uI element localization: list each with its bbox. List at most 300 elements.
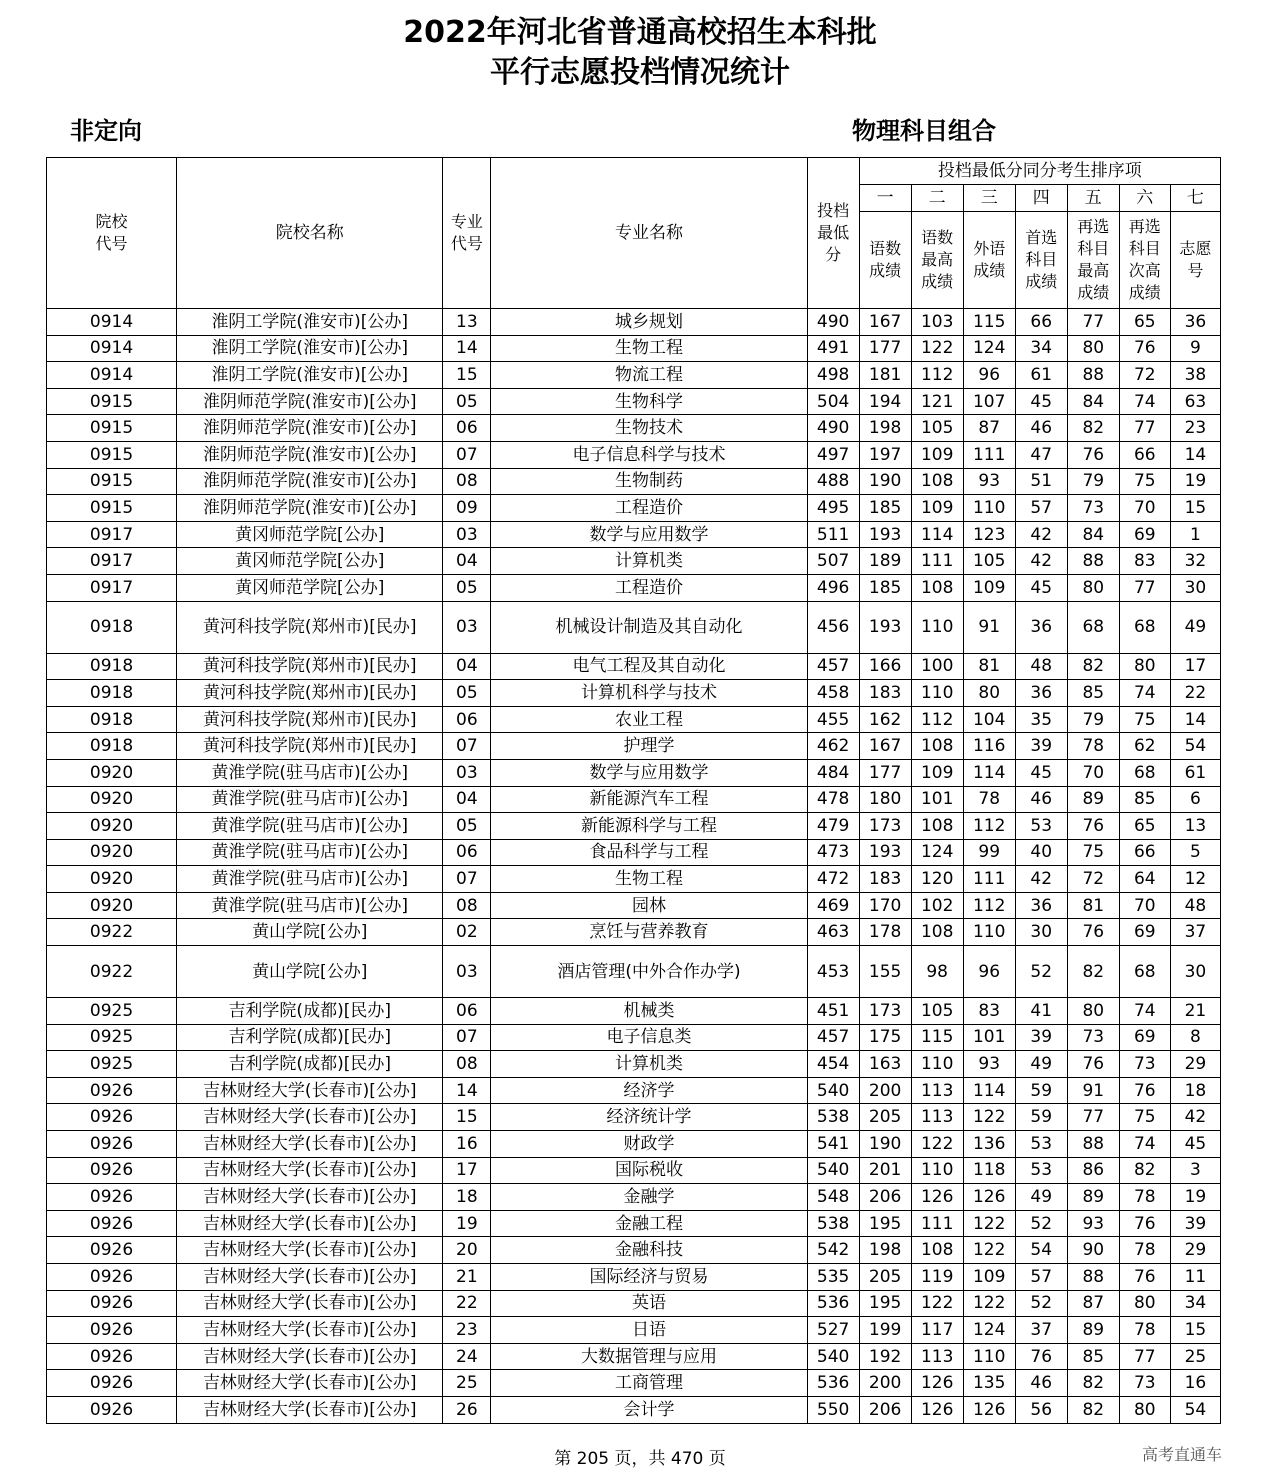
cell-min-score: 504 xyxy=(807,388,859,415)
cell-major-name: 城乡规划 xyxy=(491,309,807,336)
cell-major-code: 19 xyxy=(443,1210,491,1237)
cell-foreign-lang-score: 109 xyxy=(963,574,1015,601)
cell-school-code: 0915 xyxy=(47,468,177,495)
cell-major-name: 金融学 xyxy=(491,1184,807,1211)
cell-first-subject-score: 45 xyxy=(1015,574,1067,601)
cell-major-code: 03 xyxy=(443,521,491,548)
cell-foreign-lang-score: 126 xyxy=(963,1396,1015,1423)
cell-school-code: 0918 xyxy=(47,680,177,707)
cell-elective-second-score: 65 xyxy=(1119,813,1170,840)
cell-school-code: 0918 xyxy=(47,653,177,680)
cell-first-subject-score: 59 xyxy=(1015,1104,1067,1131)
cell-min-score: 462 xyxy=(807,733,859,760)
cell-chinese-math-score: 180 xyxy=(859,786,911,813)
table-row xyxy=(47,1157,1221,1184)
cell-major-name: 新能源汽车工程 xyxy=(491,786,807,813)
table-row xyxy=(47,998,1221,1025)
cell-min-score: 538 xyxy=(807,1210,859,1237)
table-row xyxy=(47,495,1221,522)
cell-school-code: 0926 xyxy=(47,1104,177,1131)
cell-first-subject-score: 48 xyxy=(1015,653,1067,680)
cell-first-subject-score: 39 xyxy=(1015,1024,1067,1051)
cell-elective-second-score: 69 xyxy=(1119,521,1170,548)
table-row xyxy=(47,548,1221,575)
cell-major-code: 05 xyxy=(443,574,491,601)
cell-min-score: 550 xyxy=(807,1396,859,1423)
cell-school-code: 0926 xyxy=(47,1370,177,1397)
cell-major-code: 03 xyxy=(443,601,491,653)
cell-school-code: 0926 xyxy=(47,1210,177,1237)
cell-first-subject-score: 42 xyxy=(1015,548,1067,575)
cell-major-name: 会计学 xyxy=(491,1396,807,1423)
cell-preference-number: 5 xyxy=(1170,839,1220,866)
cell-chinese-math-score: 181 xyxy=(859,362,911,389)
cell-elective-max-score: 88 xyxy=(1067,1131,1119,1158)
cell-major-name: 国际税收 xyxy=(491,1157,807,1184)
cell-school-code: 0918 xyxy=(47,601,177,653)
cell-foreign-lang-score: 124 xyxy=(963,1317,1015,1344)
cell-elective-second-score: 65 xyxy=(1119,309,1170,336)
cell-major-code: 06 xyxy=(443,839,491,866)
cell-foreign-lang-score: 81 xyxy=(963,653,1015,680)
cell-major-name: 财政学 xyxy=(491,1131,807,1158)
cell-chinese-math-score: 206 xyxy=(859,1184,911,1211)
cell-major-code: 15 xyxy=(443,1104,491,1131)
cell-elective-second-score: 76 xyxy=(1119,335,1170,362)
cell-foreign-lang-score: 112 xyxy=(963,813,1015,840)
cell-elective-second-score: 69 xyxy=(1119,1024,1170,1051)
cell-chinese-math-score: 194 xyxy=(859,388,911,415)
cell-major-code: 07 xyxy=(443,1024,491,1051)
cell-major-code: 22 xyxy=(443,1290,491,1317)
cell-foreign-lang-score: 115 xyxy=(963,309,1015,336)
cell-chinese-math-score: 192 xyxy=(859,1343,911,1370)
cell-school-name: 黄河科技学院(郑州市)[民办] xyxy=(177,706,443,733)
cell-chinese-math-score: 201 xyxy=(859,1157,911,1184)
cell-elective-max-score: 81 xyxy=(1067,892,1119,919)
cell-major-code: 26 xyxy=(443,1396,491,1423)
cell-school-code: 0926 xyxy=(47,1131,177,1158)
cell-school-name: 黄淮学院(驻马店市)[公办] xyxy=(177,813,443,840)
cell-min-score: 491 xyxy=(807,335,859,362)
cell-foreign-lang-score: 91 xyxy=(963,601,1015,653)
page-title: 2022年河北省普通高校招生本科批 xyxy=(403,15,877,50)
cell-first-subject-score: 76 xyxy=(1015,1343,1067,1370)
table-row xyxy=(47,786,1221,813)
cell-foreign-lang-score: 124 xyxy=(963,335,1015,362)
cell-foreign-lang-score: 118 xyxy=(963,1157,1015,1184)
cell-school-name: 吉林财经大学(长春市)[公办] xyxy=(177,1370,443,1397)
cell-chinese-math-max: 112 xyxy=(911,706,963,733)
cell-first-subject-score: 39 xyxy=(1015,733,1067,760)
cell-preference-number: 19 xyxy=(1170,468,1220,495)
cell-chinese-math-max: 100 xyxy=(911,653,963,680)
cell-min-score: 453 xyxy=(807,946,859,998)
cell-first-subject-score: 49 xyxy=(1015,1184,1067,1211)
header-tiebreak-group: 投档最低分同分考生排序项 xyxy=(859,158,1220,185)
cell-school-name: 黄河科技学院(郑州市)[民办] xyxy=(177,653,443,680)
cell-min-score: 490 xyxy=(807,309,859,336)
cell-min-score: 473 xyxy=(807,839,859,866)
cell-first-subject-score: 36 xyxy=(1015,601,1067,653)
cell-chinese-math-max: 108 xyxy=(911,733,963,760)
cell-preference-number: 23 xyxy=(1170,415,1220,442)
cell-chinese-math-max: 101 xyxy=(911,786,963,813)
cell-elective-second-score: 85 xyxy=(1119,786,1170,813)
cell-chinese-math-max: 113 xyxy=(911,1104,963,1131)
cell-school-name: 吉林财经大学(长春市)[公办] xyxy=(177,1290,443,1317)
cell-min-score: 507 xyxy=(807,548,859,575)
cell-school-code: 0926 xyxy=(47,1290,177,1317)
cell-elective-second-score: 80 xyxy=(1119,653,1170,680)
cell-min-score: 479 xyxy=(807,813,859,840)
cell-preference-number: 29 xyxy=(1170,1051,1220,1078)
cell-school-name: 淮阴师范学院(淮安市)[公办] xyxy=(177,441,443,468)
cell-preference-number: 54 xyxy=(1170,733,1220,760)
cell-school-code: 0926 xyxy=(47,1343,177,1370)
table-row xyxy=(47,1370,1221,1397)
cell-school-code: 0926 xyxy=(47,1317,177,1344)
cell-chinese-math-score: 178 xyxy=(859,919,911,946)
watermark: 高考直通车 xyxy=(1142,1445,1223,1464)
cell-foreign-lang-score: 110 xyxy=(963,1343,1015,1370)
header-sort-item-1: 语数成绩 xyxy=(859,212,911,309)
cell-school-name: 黄淮学院(驻马店市)[公办] xyxy=(177,866,443,893)
table-row xyxy=(47,733,1221,760)
cell-school-name: 黄淮学院(驻马店市)[公办] xyxy=(177,892,443,919)
cell-school-code: 0918 xyxy=(47,733,177,760)
cell-min-score: 538 xyxy=(807,1104,859,1131)
cell-elective-max-score: 85 xyxy=(1067,1343,1119,1370)
table-row xyxy=(47,468,1221,495)
cell-major-name: 数学与应用数学 xyxy=(491,759,807,786)
cell-foreign-lang-score: 96 xyxy=(963,362,1015,389)
table-row xyxy=(47,1264,1221,1291)
cell-major-code: 04 xyxy=(443,548,491,575)
cell-elective-max-score: 76 xyxy=(1067,1051,1119,1078)
cell-school-name: 吉林财经大学(长春市)[公办] xyxy=(177,1131,443,1158)
cell-major-code: 18 xyxy=(443,1184,491,1211)
cell-first-subject-score: 46 xyxy=(1015,1370,1067,1397)
table-row xyxy=(47,441,1221,468)
cell-elective-max-score: 88 xyxy=(1067,1264,1119,1291)
cell-first-subject-score: 42 xyxy=(1015,521,1067,548)
cell-first-subject-score: 52 xyxy=(1015,946,1067,998)
cell-major-code: 06 xyxy=(443,706,491,733)
cell-major-name: 英语 xyxy=(491,1290,807,1317)
cell-major-code: 13 xyxy=(443,309,491,336)
cell-first-subject-score: 42 xyxy=(1015,866,1067,893)
cell-elective-max-score: 82 xyxy=(1067,1396,1119,1423)
cell-foreign-lang-score: 93 xyxy=(963,468,1015,495)
cell-preference-number: 14 xyxy=(1170,706,1220,733)
table-row xyxy=(47,1290,1221,1317)
cell-first-subject-score: 45 xyxy=(1015,759,1067,786)
table-row xyxy=(47,1317,1221,1344)
cell-chinese-math-max: 115 xyxy=(911,1024,963,1051)
cell-school-name: 黄冈师范学院[公办] xyxy=(177,521,443,548)
cell-school-code: 0915 xyxy=(47,495,177,522)
cell-elective-second-score: 74 xyxy=(1119,998,1170,1025)
header-rank-3: 三 xyxy=(963,185,1015,212)
cell-chinese-math-score: 193 xyxy=(859,839,911,866)
cell-chinese-math-score: 185 xyxy=(859,574,911,601)
cell-chinese-math-max: 109 xyxy=(911,441,963,468)
cell-chinese-math-max: 120 xyxy=(911,866,963,893)
cell-min-score: 451 xyxy=(807,998,859,1025)
admission-table xyxy=(46,157,1221,1424)
cell-foreign-lang-score: 105 xyxy=(963,548,1015,575)
cell-school-name: 黄淮学院(驻马店市)[公办] xyxy=(177,759,443,786)
cell-chinese-math-score: 189 xyxy=(859,548,911,575)
cell-first-subject-score: 46 xyxy=(1015,415,1067,442)
cell-preference-number: 29 xyxy=(1170,1237,1220,1264)
cell-chinese-math-score: 163 xyxy=(859,1051,911,1078)
cell-major-name: 物流工程 xyxy=(491,362,807,389)
header-rank-1: 一 xyxy=(859,185,911,212)
cell-major-name: 工程造价 xyxy=(491,574,807,601)
cell-foreign-lang-score: 109 xyxy=(963,1264,1015,1291)
cell-preference-number: 18 xyxy=(1170,1077,1220,1104)
cell-school-code: 0926 xyxy=(47,1184,177,1211)
subject-group-label: 物理科目组合 xyxy=(852,117,996,145)
cell-major-name: 工程造价 xyxy=(491,495,807,522)
cell-chinese-math-score: 166 xyxy=(859,653,911,680)
cell-min-score: 540 xyxy=(807,1077,859,1104)
cell-foreign-lang-score: 126 xyxy=(963,1184,1015,1211)
cell-preference-number: 38 xyxy=(1170,362,1220,389)
table-row xyxy=(47,839,1221,866)
cell-first-subject-score: 49 xyxy=(1015,1051,1067,1078)
cell-preference-number: 45 xyxy=(1170,1131,1220,1158)
table-row xyxy=(47,521,1221,548)
table-row xyxy=(47,706,1221,733)
cell-major-code: 17 xyxy=(443,1157,491,1184)
cell-school-code: 0925 xyxy=(47,998,177,1025)
cell-min-score: 463 xyxy=(807,919,859,946)
cell-chinese-math-max: 124 xyxy=(911,839,963,866)
cell-elective-second-score: 77 xyxy=(1119,574,1170,601)
cell-school-name: 黄山学院[公办] xyxy=(177,919,443,946)
cell-elective-max-score: 73 xyxy=(1067,1024,1119,1051)
cell-foreign-lang-score: 135 xyxy=(963,1370,1015,1397)
cell-chinese-math-max: 109 xyxy=(911,759,963,786)
cell-major-name: 新能源科学与工程 xyxy=(491,813,807,840)
cell-preference-number: 9 xyxy=(1170,335,1220,362)
cell-major-code: 24 xyxy=(443,1343,491,1370)
cell-chinese-math-score: 175 xyxy=(859,1024,911,1051)
cell-school-name: 吉林财经大学(长春市)[公办] xyxy=(177,1343,443,1370)
cell-min-score: 497 xyxy=(807,441,859,468)
table-row xyxy=(47,601,1221,653)
cell-school-name: 淮阴师范学院(淮安市)[公办] xyxy=(177,415,443,442)
cell-chinese-math-score: 183 xyxy=(859,866,911,893)
cell-chinese-math-max: 121 xyxy=(911,388,963,415)
cell-first-subject-score: 56 xyxy=(1015,1396,1067,1423)
cell-major-name: 工商管理 xyxy=(491,1370,807,1397)
cell-school-code: 0917 xyxy=(47,521,177,548)
cell-elective-max-score: 76 xyxy=(1067,441,1119,468)
cell-preference-number: 54 xyxy=(1170,1396,1220,1423)
cell-chinese-math-score: 195 xyxy=(859,1290,911,1317)
cell-major-code: 08 xyxy=(443,892,491,919)
cell-major-name: 园林 xyxy=(491,892,807,919)
cell-school-code: 0920 xyxy=(47,892,177,919)
cell-major-name: 数学与应用数学 xyxy=(491,521,807,548)
cell-chinese-math-max: 113 xyxy=(911,1077,963,1104)
cell-preference-number: 39 xyxy=(1170,1210,1220,1237)
cell-school-name: 黄冈师范学院[公办] xyxy=(177,548,443,575)
cell-elective-max-score: 82 xyxy=(1067,946,1119,998)
cell-preference-number: 8 xyxy=(1170,1024,1220,1051)
cell-school-code: 0920 xyxy=(47,813,177,840)
cell-major-code: 02 xyxy=(443,919,491,946)
cell-elective-max-score: 82 xyxy=(1067,415,1119,442)
cell-chinese-math-score: 177 xyxy=(859,759,911,786)
cell-elective-second-score: 66 xyxy=(1119,441,1170,468)
cell-elective-max-score: 72 xyxy=(1067,866,1119,893)
cell-elective-max-score: 68 xyxy=(1067,601,1119,653)
cell-major-name: 经济统计学 xyxy=(491,1104,807,1131)
cell-min-score: 484 xyxy=(807,759,859,786)
cell-first-subject-score: 57 xyxy=(1015,495,1067,522)
cell-school-code: 0920 xyxy=(47,759,177,786)
cell-school-name: 吉利学院(成都)[民办] xyxy=(177,1024,443,1051)
cell-preference-number: 11 xyxy=(1170,1264,1220,1291)
cell-chinese-math-max: 112 xyxy=(911,362,963,389)
cell-chinese-math-max: 114 xyxy=(911,521,963,548)
cell-foreign-lang-score: 101 xyxy=(963,1024,1015,1051)
cell-major-code: 25 xyxy=(443,1370,491,1397)
cell-chinese-math-score: 199 xyxy=(859,1317,911,1344)
cell-preference-number: 34 xyxy=(1170,1290,1220,1317)
cell-first-subject-score: 41 xyxy=(1015,998,1067,1025)
cell-elective-max-score: 89 xyxy=(1067,1184,1119,1211)
cell-first-subject-score: 52 xyxy=(1015,1210,1067,1237)
cell-preference-number: 22 xyxy=(1170,680,1220,707)
cell-min-score: 472 xyxy=(807,866,859,893)
cell-school-code: 0918 xyxy=(47,706,177,733)
table-row xyxy=(47,1131,1221,1158)
cell-major-name: 食品科学与工程 xyxy=(491,839,807,866)
cell-school-name: 吉林财经大学(长春市)[公办] xyxy=(177,1264,443,1291)
cell-school-code: 0920 xyxy=(47,839,177,866)
cell-chinese-math-max: 119 xyxy=(911,1264,963,1291)
cell-major-name: 酒店管理(中外合作办学) xyxy=(491,946,807,998)
cell-preference-number: 16 xyxy=(1170,1370,1220,1397)
cell-elective-max-score: 78 xyxy=(1067,733,1119,760)
cell-elective-max-score: 80 xyxy=(1067,574,1119,601)
table-row xyxy=(47,759,1221,786)
cell-chinese-math-score: 177 xyxy=(859,335,911,362)
cell-school-code: 0914 xyxy=(47,362,177,389)
cell-first-subject-score: 61 xyxy=(1015,362,1067,389)
cell-first-subject-score: 66 xyxy=(1015,309,1067,336)
cell-preference-number: 25 xyxy=(1170,1343,1220,1370)
cell-major-name: 电子信息类 xyxy=(491,1024,807,1051)
cell-major-name: 生物制药 xyxy=(491,468,807,495)
cell-school-code: 0925 xyxy=(47,1051,177,1078)
table-row xyxy=(47,335,1221,362)
cell-chinese-math-max: 126 xyxy=(911,1184,963,1211)
table-row xyxy=(47,892,1221,919)
cell-min-score: 548 xyxy=(807,1184,859,1211)
cell-major-name: 电子信息科学与技术 xyxy=(491,441,807,468)
cell-chinese-math-max: 122 xyxy=(911,1290,963,1317)
header-rank-2: 二 xyxy=(911,185,963,212)
cell-elective-max-score: 88 xyxy=(1067,362,1119,389)
cell-chinese-math-max: 122 xyxy=(911,1131,963,1158)
table-row xyxy=(47,866,1221,893)
header-rank-5: 五 xyxy=(1067,185,1119,212)
cell-school-code: 0915 xyxy=(47,388,177,415)
cell-elective-second-score: 75 xyxy=(1119,1104,1170,1131)
cell-major-name: 日语 xyxy=(491,1317,807,1344)
cell-elective-max-score: 80 xyxy=(1067,335,1119,362)
cell-chinese-math-max: 98 xyxy=(911,946,963,998)
cell-major-code: 15 xyxy=(443,362,491,389)
cell-elective-max-score: 77 xyxy=(1067,1104,1119,1131)
header-major-name: 专业名称 xyxy=(491,158,807,309)
cell-preference-number: 14 xyxy=(1170,441,1220,468)
cell-min-score: 536 xyxy=(807,1370,859,1397)
cell-min-score: 469 xyxy=(807,892,859,919)
cell-foreign-lang-score: 93 xyxy=(963,1051,1015,1078)
cell-school-code: 0926 xyxy=(47,1264,177,1291)
cell-major-name: 机械类 xyxy=(491,998,807,1025)
cell-chinese-math-max: 108 xyxy=(911,574,963,601)
cell-elective-second-score: 75 xyxy=(1119,706,1170,733)
cell-preference-number: 36 xyxy=(1170,309,1220,336)
cell-elective-second-score: 78 xyxy=(1119,1184,1170,1211)
cell-elective-second-score: 77 xyxy=(1119,1343,1170,1370)
cell-min-score: 541 xyxy=(807,1131,859,1158)
cell-min-score: 498 xyxy=(807,362,859,389)
cell-elective-max-score: 77 xyxy=(1067,309,1119,336)
cell-school-name: 吉林财经大学(长春市)[公办] xyxy=(177,1077,443,1104)
table-row xyxy=(47,680,1221,707)
cell-chinese-math-max: 110 xyxy=(911,1157,963,1184)
cell-school-name: 黄河科技学院(郑州市)[民办] xyxy=(177,733,443,760)
cell-first-subject-score: 40 xyxy=(1015,839,1067,866)
cell-elective-second-score: 66 xyxy=(1119,839,1170,866)
cell-chinese-math-max: 110 xyxy=(911,680,963,707)
cell-min-score: 540 xyxy=(807,1157,859,1184)
cell-preference-number: 21 xyxy=(1170,998,1220,1025)
cell-preference-number: 15 xyxy=(1170,1317,1220,1344)
cell-min-score: 511 xyxy=(807,521,859,548)
cell-major-code: 06 xyxy=(443,998,491,1025)
cell-first-subject-score: 36 xyxy=(1015,680,1067,707)
cell-preference-number: 63 xyxy=(1170,388,1220,415)
cell-elective-second-score: 76 xyxy=(1119,1077,1170,1104)
cell-major-code: 03 xyxy=(443,759,491,786)
cell-foreign-lang-score: 99 xyxy=(963,839,1015,866)
cell-major-code: 07 xyxy=(443,733,491,760)
cell-major-code: 04 xyxy=(443,653,491,680)
cell-elective-max-score: 88 xyxy=(1067,548,1119,575)
cell-preference-number: 17 xyxy=(1170,653,1220,680)
cell-elective-max-score: 84 xyxy=(1067,388,1119,415)
cell-chinese-math-max: 111 xyxy=(911,548,963,575)
cell-elective-max-score: 79 xyxy=(1067,468,1119,495)
cell-elective-second-score: 74 xyxy=(1119,388,1170,415)
cell-chinese-math-score: 193 xyxy=(859,521,911,548)
cell-school-code: 0914 xyxy=(47,335,177,362)
cell-school-name: 黄山学院[公办] xyxy=(177,946,443,998)
cell-major-name: 计算机科学与技术 xyxy=(491,680,807,707)
cell-preference-number: 48 xyxy=(1170,892,1220,919)
